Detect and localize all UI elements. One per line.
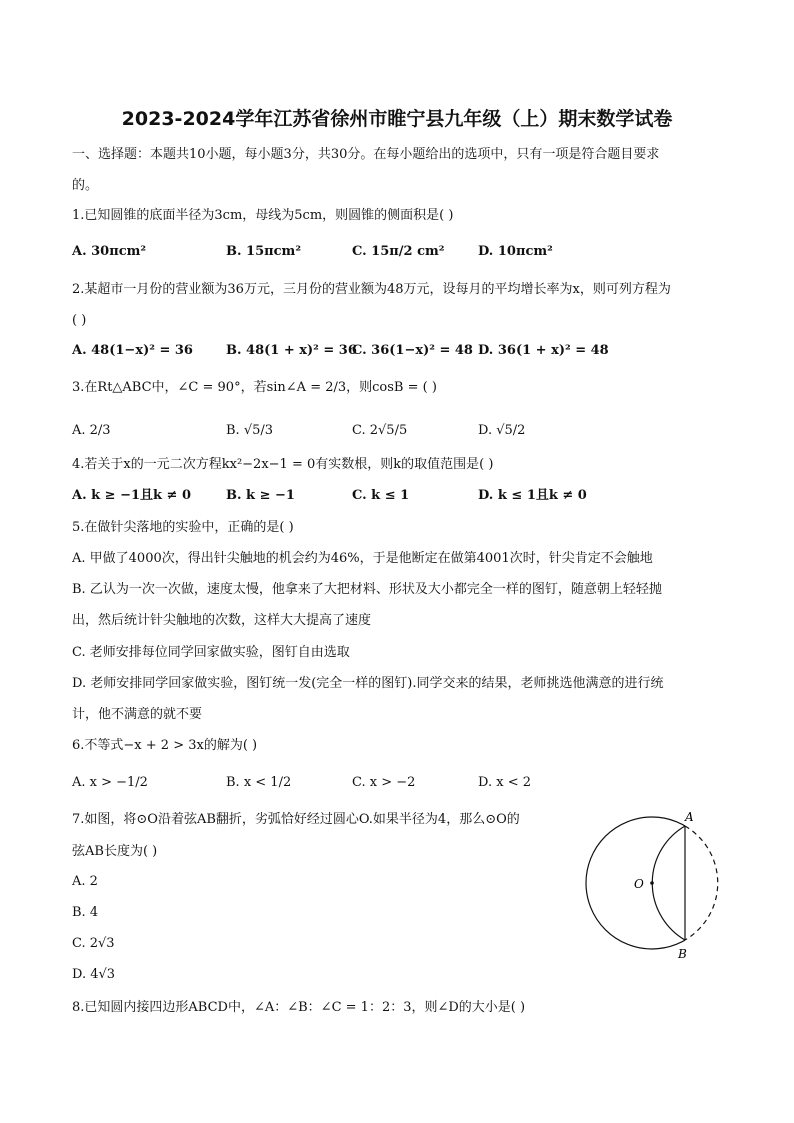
folded-arc (652, 826, 685, 940)
question-5-option-c: C. 老师安排每位同学回家做实验，图钉自由选取 (72, 645, 350, 660)
option-a: A. k ≥ −1且k ≠ 0 (72, 488, 192, 503)
option-c: C. x > −2 (352, 775, 416, 790)
label-a: A (685, 810, 694, 824)
label-o: O (634, 877, 644, 891)
question-2-options (72, 341, 732, 361)
section-heading-line-1: 一、选择题：本题共10小题，每小题3分，共30分。在每小题给出的选项中，只有一项是符合题目要求 (72, 147, 660, 162)
option-a: A. x > −1/2 (72, 775, 148, 790)
question-7-option-b: B. 4 (72, 905, 99, 920)
question-7-stem: 7.如图，将⊙O沿着弦AB翻折，劣弧恰好经过圆心O.如果半径为4，那么⊙O的 (72, 812, 520, 827)
question-5-option-b-cont: 出，然后统计针尖触地的次数，这样大大提高了速度 (72, 613, 372, 628)
question-3-options (72, 421, 732, 441)
option-d: D. 36(1 + x)² = 48 (478, 343, 609, 358)
question-1-stem: 1.已知圆锥的底面半径为3cm，母线为5cm，则圆锥的侧面积是( ) (72, 208, 454, 223)
option-a: A. 30πcm² (72, 244, 147, 259)
option-b: B. x < 1/2 (226, 775, 292, 790)
label-b: B (678, 947, 687, 961)
question-2-stem: 2.某超市一月份的营业额为36万元，三月份的营业额为48万元，设每月的平均增长率为x，则可列方程为 (72, 282, 671, 297)
question-4-stem: 4.若关于x的一元二次方程kx²−2x−1 = 0有实数根，则k的取值范围是( ) (72, 457, 494, 472)
question-7-option-d: D. 4√3 (72, 967, 116, 982)
question-7-option-a: A. 2 (72, 874, 98, 889)
option-a: A. 2/3 (72, 423, 111, 438)
option-d: D. k ≤ 1且k ≠ 0 (478, 488, 587, 503)
question-6-stem: 6.不等式−x + 2 > 3x的解为( ) (72, 738, 258, 753)
question-5-option-b: B. 乙认为一次一次做，速度太慢，他拿来了大把材料、形状及大小都完全一样的图钉，随意朝上轻轻抛 (72, 582, 662, 597)
page-title: 2023-2024学年江苏省徐州市睢宁县九年级（上）期末数学试卷 (121, 108, 673, 130)
option-c: C. 36(1−x)² = 48 (352, 343, 473, 358)
option-b: B. k ≥ −1 (226, 488, 295, 503)
option-c: C. 2√5/5 (352, 423, 408, 438)
question-4-options (72, 486, 732, 506)
question-3-stem: 3.在Rt△ABC中，∠C = 90°，若sin∠A = 2/3，则cosB = ( ) (72, 380, 437, 395)
option-c: C. 15π/2 cm² (352, 244, 445, 259)
dashed-arc-stroke (685, 826, 718, 940)
question-5-option-d-cont: 计，他不满意的就不要 (72, 707, 203, 722)
question-7-stem-cont: 弦AB长度为( ) (72, 844, 158, 859)
option-b: B. √5/3 (226, 423, 274, 438)
option-a: A. 48(1−x)² = 36 (72, 343, 193, 358)
question-8-stem: 8.已知圆内接四边形ABCD中，∠A：∠B：∠C = 1：2：3，则∠D的大小是( ) (72, 1000, 526, 1015)
question-6-options (72, 773, 732, 793)
option-d: D. x < 2 (478, 775, 531, 790)
question-5-option-a: A. 甲做了4000次，得出针尖触地的机会约为46%，于是他断定在做第4001次时，针尖肯定不会触地 (72, 551, 653, 566)
center-point (650, 881, 654, 885)
dashed-arc (685, 826, 718, 940)
option-c: C. k ≤ 1 (352, 488, 410, 503)
option-b: B. 48(1 + x)² = 36 (226, 343, 357, 358)
circle-fold-figure (570, 808, 740, 968)
option-d: D. 10πcm² (478, 244, 553, 259)
question-1-options (72, 242, 732, 262)
question-5-option-d: D. 老师安排同学回家做实验，图钉统一发(完全一样的图钉).同学交来的结果，老师挑选他满意的进行统 (72, 676, 664, 691)
section-heading-line-2: 的。 (72, 178, 99, 193)
question-5-stem: 5.在做针尖落地的实验中，正确的是( ) (72, 520, 294, 535)
option-b: B. 15πcm² (226, 244, 302, 259)
question-2-stem-cont: ( ) (72, 313, 87, 328)
question-7-option-c: C. 2√3 (72, 936, 115, 951)
option-d: D. √5/2 (478, 423, 526, 438)
